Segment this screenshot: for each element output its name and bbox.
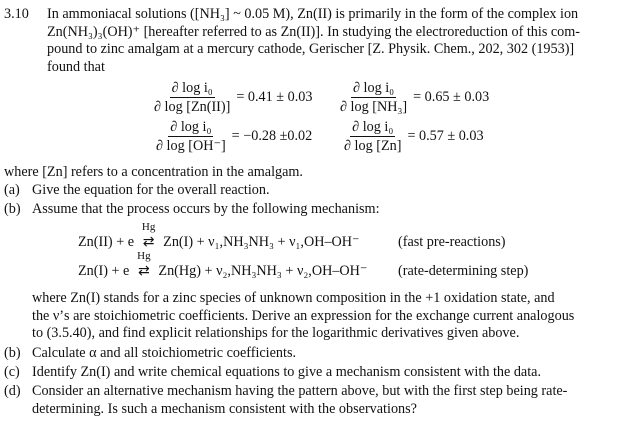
derivative-denominator: ∂ log [Zn(II)]	[154, 99, 231, 115]
derivative-numerator: ∂ log i₀	[352, 119, 394, 135]
derivative-numerator: ∂ log i₀	[171, 80, 213, 96]
item-text: Give the equation for the overall reaction.	[32, 182, 270, 198]
derivative-oh	[154, 119, 312, 154]
item-label: (d)	[4, 383, 21, 399]
derivative-value: = 0.65 ± 0.03	[413, 88, 490, 105]
derivative-denominator: ∂ log [Zn]	[344, 138, 402, 154]
derivative-value: = 0.57 ± 0.03	[407, 127, 484, 144]
problem-number: 3.10	[4, 6, 29, 22]
intro-line-3: pound to zinc amalgam at a mercury cathode, Gerischer [Z. Physik. Chem., 202, 302 (1953)]	[47, 41, 575, 58]
derivative-zn	[342, 119, 484, 154]
item-label: (b)	[4, 345, 21, 361]
item-text: Calculate α and all stoichiometric coefficients.	[32, 345, 297, 361]
item-label: (c)	[4, 364, 20, 380]
equilibrium-arrow-icon: Hg ⇄	[137, 250, 151, 279]
derivative-denominator: ∂ log [OH⁻]	[156, 138, 226, 154]
item-label: (a)	[4, 182, 20, 198]
intro-line-2: Zn(NH₃)₃(OH)⁺ [hereafter referred to as Zn(II)]. In studying the electroreduction of this com-	[47, 23, 581, 40]
derivative-numerator: ∂ log i₀	[353, 80, 395, 96]
equilibrium-arrow-icon: Hg ⇄	[141, 221, 156, 250]
reaction-left: Zn(I) + e	[78, 263, 130, 279]
reaction-right: Zn(Hg) + ν₂,NH₃NH₃ + ν₂,OH–OH⁻	[158, 263, 368, 279]
mechanism-note-2: (rate-determining step)	[398, 263, 529, 279]
item-b-continuation	[32, 290, 622, 343]
item-text: Assume that the process occurs by the following mechanism:	[32, 201, 380, 217]
intro-line-4: found that	[47, 58, 105, 75]
arrow-label: Hg	[141, 221, 156, 233]
derivative-denominator: ∂ log [NH₃]	[340, 99, 408, 115]
mechanism-note-1: (fast pre-reactions)	[398, 234, 506, 250]
reaction-left: Zn(II) + e	[78, 234, 135, 250]
derivative-value: = −0.28 ±0.02	[231, 127, 313, 144]
derivative-nh3	[338, 80, 489, 115]
arrow-label: Hg	[137, 250, 151, 262]
item-text: determining. Is such a mechanism consistent with the observations?	[32, 400, 417, 417]
intro-line-1: In ammoniacal solutions ([NH₃] ~ 0.05 M), Zn(II) is primarily in the form of the complex ion	[47, 6, 579, 22]
b-line-2: the ν’s are stoichiometric coefficients. Derive an expression for the exchange current analogous	[32, 307, 575, 324]
problem-intro	[47, 6, 622, 76]
b-line-3: to (3.5.40), and find explicit relationships for the logarithmic derivatives given above.	[32, 325, 520, 342]
mechanism-step-2	[78, 250, 368, 281]
where-line: where [Zn] refers to a concentration in the amalgam.	[4, 164, 303, 180]
reaction-right: Zn(I) + ν₁,NH₃NH₃ + ν₁,OH–OH⁻	[163, 234, 360, 250]
derivative-zn-ii	[152, 80, 312, 115]
item-text: Identify Zn(I) and write chemical equations to give a mechanism consistent with the data.	[32, 364, 542, 380]
item-label: (b)	[4, 201, 21, 217]
derivative-numerator: ∂ log i₀	[170, 119, 212, 135]
item-text: Consider an alternative mechanism having the pattern above, but with the first step being rate-	[32, 383, 568, 399]
derivative-value: = 0.41 ± 0.03	[236, 88, 313, 105]
b-line-1: where Zn(I) stands for a zinc species of unknown composition in the +1 oxidation state, and	[32, 290, 555, 306]
mechanism-step-1	[78, 221, 360, 252]
